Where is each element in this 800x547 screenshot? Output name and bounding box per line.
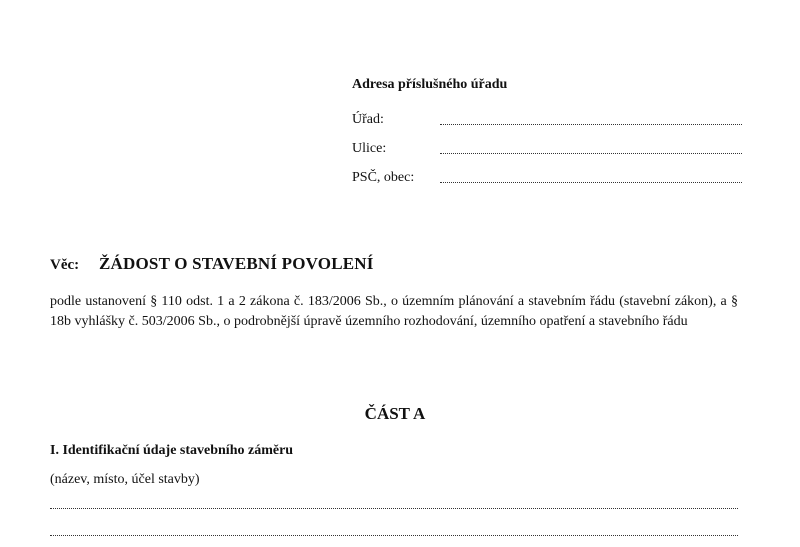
identification-input-line-1[interactable] — [50, 508, 738, 509]
street-input-line[interactable] — [440, 153, 742, 154]
postcode-town-field[interactable] — [352, 170, 742, 188]
subject-line — [50, 254, 374, 274]
office-input-line[interactable] — [440, 124, 742, 125]
identification-input-line-2[interactable] — [50, 535, 738, 536]
section-identification-heading: I. Identifikační údaje stavebního záměru — [50, 443, 294, 458]
postcode-town-input-line[interactable] — [440, 182, 742, 183]
office-field[interactable] — [352, 112, 742, 130]
legal-basis-paragraph: podle ustanovení § 110 odst. 1 a 2 zákona č. 183/2006 Sb., o územním plánování a stavebním řádu (stavební zákon), a § 18b vyhlášky č. 503/2006 Sb., o podrobnější úpravě územního rozhodování, územního opatření a stavebního řádu — [50, 294, 738, 329]
section-identification-note: (název, místo, účel stavby) — [50, 472, 200, 487]
document-title: ŽÁDOST O STAVEBNÍ POVOLENÍ — [99, 254, 374, 273]
office-label: Úřad: — [352, 112, 384, 127]
postcode-town-label: PSČ, obec: — [352, 170, 415, 185]
part-a-heading: ČÁST A — [364, 404, 426, 423]
address-heading: Adresa příslušného úřadu — [352, 77, 508, 92]
subject-label: Věc: — [50, 257, 80, 273]
street-label: Ulice: — [352, 141, 387, 156]
street-field[interactable] — [352, 141, 742, 159]
